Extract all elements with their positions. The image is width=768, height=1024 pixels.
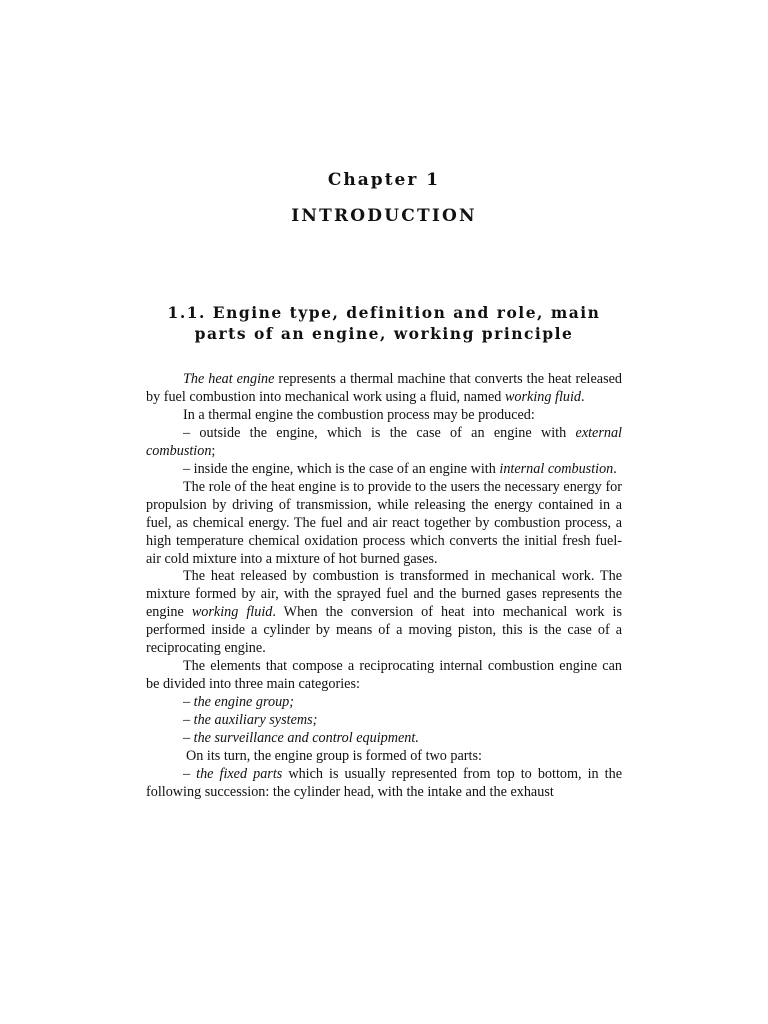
chapter-title: INTRODUCTION: [291, 206, 477, 226]
paragraph-text: . When the conversion of heat into mechanical work is performed inside a cylinder by means of a moving piston, this is the case of a reciprocating engine.: [146, 604, 622, 657]
paragraph-text: ;: [211, 442, 216, 459]
paragraph-text: – inside the engine, which is the case of an engine with: [183, 460, 500, 477]
body-text: [146, 371, 622, 802]
paragraph-heat-engine-definition: [146, 371, 622, 407]
term-internal-combustion: internal combustion: [499, 460, 614, 477]
paragraph-text: .: [581, 388, 585, 405]
list-item-fixed-parts: [146, 766, 622, 802]
section-heading-line-1: 1.1. Engine type, definition and role, main: [167, 303, 601, 322]
term-heat-engine: The heat engine: [183, 371, 275, 387]
term-working-fluid-2: working fluid: [191, 604, 273, 621]
term-external-combustion: external combustion: [146, 424, 622, 459]
list-item-auxiliary-systems: – the auxiliary systems;: [183, 712, 318, 729]
paragraph-text: .: [613, 460, 617, 477]
paragraph-text: The heat released by combustion is transformed in mechanical work. The mixture formed by air, with the sprayed fuel and the burned gases represents the engine: [146, 568, 622, 621]
paragraph-heat-released: [146, 568, 622, 658]
paragraph-engine-elements: The elements that compose a reciprocating internal combustion engine can be divided into three main categories:: [146, 658, 622, 693]
list-item-surveillance-control: – the surveillance and control equipment.: [183, 730, 419, 747]
term-working-fluid: working fluid: [504, 388, 582, 405]
term-fixed-parts: – the fixed parts: [183, 765, 283, 782]
section-heading-line-2: parts of an engine, working principle: [194, 324, 574, 343]
paragraph-combustion-process: In a thermal engine the combustion process may be produced:: [183, 406, 535, 423]
paragraph-text: which is usually represented from top to bottom, in the following succession: the cylinder head, with the intake and the exhaust: [146, 765, 622, 800]
chapter-label: Chapter 1: [327, 170, 441, 190]
paragraph-engine-group-parts: On its turn, the engine group is formed of two parts:: [186, 748, 482, 765]
paragraph-text: – outside the engine, which is the case of an engine with: [183, 424, 576, 441]
paragraph-role-of-heat-engine: The role of the heat engine is to provide to the users the necessary energy for propulsion by driving of transmission, while releasing the energy contained in a fuel, as chemical energy. The fuel and air react together by combustion process, a high temperature chemical oxidation process which converts the initial fresh fuel-air cold mixture into a mixture of hot burned gases.: [146, 478, 622, 567]
paragraph-text: represents a thermal machine that converts the heat released by fuel combustion into mechanical work using a fluid, named: [146, 371, 622, 405]
list-item-engine-group: – the engine group;: [183, 694, 294, 711]
section-heading: [146, 302, 622, 344]
list-item-external-combustion: [146, 425, 622, 461]
list-item-internal-combustion: [146, 461, 622, 479]
